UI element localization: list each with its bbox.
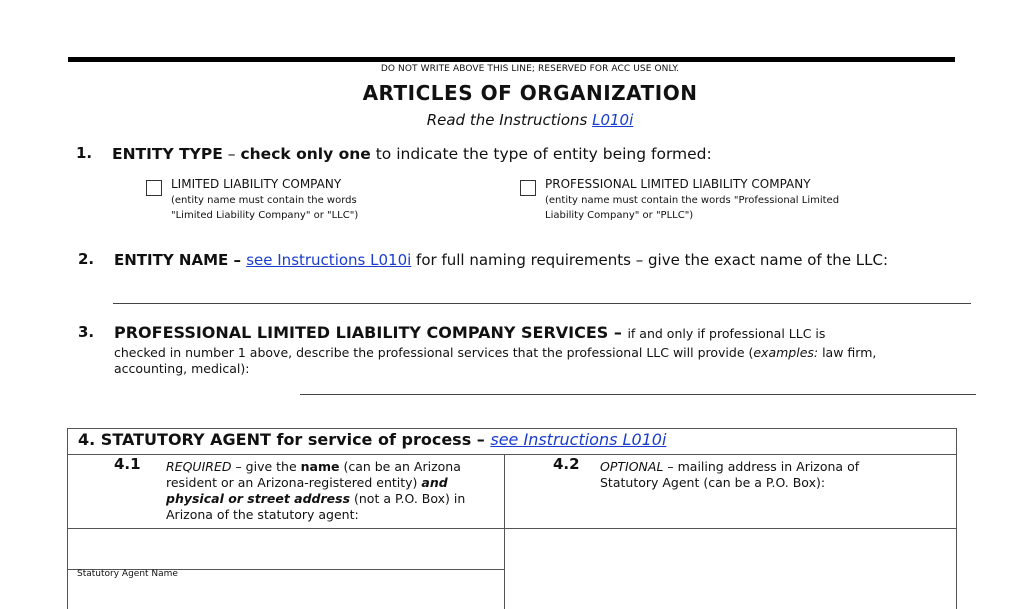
section-1-heading: [112, 145, 712, 163]
section-3-number: 3.: [78, 323, 95, 341]
section-2-heading: [114, 251, 888, 269]
box-divider: [68, 454, 956, 455]
text-fragment: – mailing address in Arizona of Statutory Agent (can be a P.O. Box):: [600, 459, 860, 490]
entity-name-heading: ENTITY NAME –: [114, 251, 247, 269]
pllc-option-label: PROFESSIONAL LIMITED LIABILITY COMPANY: [545, 177, 811, 191]
text-fragment: (not a P.O. Box) in Arizona of the statutory agent:: [166, 491, 466, 522]
page-subtitle: [0, 111, 1024, 129]
section-1-rest: to indicate the type of entity being formed:: [370, 145, 712, 163]
pllc-checkbox[interactable]: [520, 180, 536, 196]
reserved-notice: DO NOT WRITE ABOVE THIS LINE; RESERVED FOR ACC USE ONLY.: [380, 64, 680, 74]
section-1-dash: –: [222, 145, 241, 163]
section-4-number: 4.: [78, 430, 96, 449]
name-emphasis: name: [300, 459, 340, 474]
section-2-number: 2.: [78, 250, 95, 268]
text-fragment: (can be an Arizona resident or an Arizona-registered entity): [166, 459, 461, 490]
entity-name-field[interactable]: [113, 303, 971, 304]
optional-label: OPTIONAL: [600, 459, 664, 474]
entity-name-instructions-link[interactable]: see Instructions L010i: [246, 251, 412, 269]
subsection-4-2-number: 4.2: [553, 455, 580, 473]
statutory-agent-instructions-link[interactable]: see Instructions L010i: [490, 430, 667, 449]
subsection-4-1-text: [166, 459, 506, 523]
examples-label: examples:: [753, 345, 819, 360]
entity-type-heading: ENTITY TYPE: [112, 145, 223, 163]
instructions-link[interactable]: L010i: [592, 111, 634, 129]
page-title: ARTICLES OF ORGANIZATION: [362, 81, 698, 105]
text-fragment: – give the: [231, 459, 301, 474]
address-emphasis: and physical or street address: [166, 475, 448, 506]
pllc-option-note: (entity name must contain the words "Professional Limited Liability Company" or "PLLC"): [545, 195, 840, 221]
top-rule: [68, 57, 955, 62]
box-divider: [68, 528, 956, 529]
llc-option-label: LIMITED LIABILITY COMPANY: [171, 177, 342, 191]
statutory-agent-heading: STATUTORY AGENT for service of process –: [100, 430, 491, 449]
section-3-body: [114, 345, 944, 377]
section-3-heading: [114, 323, 825, 342]
check-only-one: check only one: [240, 145, 371, 163]
statutory-agent-name-label: Statutory Agent Name: [77, 569, 178, 579]
llc-checkbox[interactable]: [146, 180, 162, 196]
section-3-body-text: checked in number 1 above, describe the professional services that the professional LLC will provide (: [114, 345, 754, 360]
subtitle-text: Read the Instructions: [426, 111, 593, 129]
subsection-4-2-text: [600, 459, 900, 491]
section-1-number: 1.: [76, 144, 93, 162]
pllc-services-heading: PROFESSIONAL LIMITED LIABILITY COMPANY SERVICES –: [114, 323, 628, 342]
pllc-services-field[interactable]: [300, 394, 976, 395]
required-label: REQUIRED: [166, 459, 232, 474]
subsection-4-1-number: 4.1: [114, 455, 141, 473]
section-3-condition: if and only if professional LLC is: [627, 326, 826, 341]
section-3-body-end: law firm, accounting, medical):: [114, 345, 877, 376]
llc-option-note: (entity name must contain the words "Limited Liability Company" or "LLC"): [171, 195, 359, 221]
section-4-heading: [78, 430, 666, 449]
section-2-rest: for full naming requirements – give the exact name of the LLC:: [411, 251, 889, 269]
